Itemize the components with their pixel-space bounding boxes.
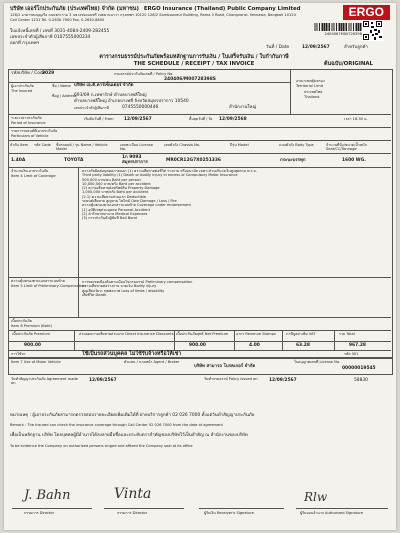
vehicle-header-seat: จำนวนที่นั่ง/ขนาด/น้ำหนัก Seat/CC/Tonnage	[326, 143, 367, 152]
coverage-label-th: จำนวนเงินเอาประกันภัย	[11, 169, 49, 173]
territory-label: อาณาเขตคุ้มครอง	[296, 79, 325, 83]
preliminary-line: เสียชีวิต Death	[82, 292, 107, 297]
code-label: รหัสบริษัท / Code	[11, 71, 46, 76]
barcode	[314, 23, 362, 31]
period-time: เวลา 16.30 น.	[344, 117, 368, 121]
note-1-th: หมายเหตุ : ผู้เอาประกันภัยสามารถตรวจสอบรายละเอียดเพิ่มเติมได้ที่ ฝ่ายบริการลูกค้า 02 026 7000 ตั้งแต่วันทำสัญญาประกันภัย	[10, 413, 255, 418]
territory-en: Territorial Limit	[296, 84, 324, 88]
name-label: ชื่อ / Name	[52, 84, 71, 88]
vehicle-header-body: แบบตัวถัง Body Type	[279, 143, 314, 147]
preliminary-line: การชดเชยเบื้องต้นตามเงื่อนไขกรมธรรม์ Preliminary compensation	[82, 280, 193, 284]
coverage-line: (3) การประกันตัวผู้ขับขี่ Bail Bond	[82, 216, 137, 221]
page-ref: 58830	[354, 378, 368, 383]
sig-label-director-1: กรรมการ Director	[24, 511, 55, 515]
coverage-line: (2) ความเสียหายต่อทรัพย์สิน Property Damage	[82, 186, 160, 191]
ergo-logo: ERGO	[343, 5, 390, 20]
director-1-signature: J. Bahn	[24, 488, 71, 503]
premium-header-premium: เบี้ยประกันภัย Premium	[12, 332, 50, 336]
policy-no: 240406/M00728398S	[164, 77, 216, 82]
preliminary-lines	[82, 280, 387, 297]
vehicle-weight: 1600 WG.	[342, 158, 366, 163]
company-address-en: 126/2 Sombooneur Building, Rama 3 Road, Chongnonsi, Yannawa, Bangkok 10120	[147, 13, 296, 17]
coverage-line: ความรับผิดต่อบุคคลภายนอก (1) ความเสียหายต่อชีวิต ร่างกาย หรืออนามัย เฉพาะส่วนเกินวงเงินสูงสุดตาม พ.ร.บ.	[82, 169, 258, 173]
period-label-th: ระยะเวลาประกันภัย	[11, 116, 42, 120]
doc-title-th: ตารางกรมธรรม์ประกันภัยพร้อมหลักฐานการรับเงิน / ใบเสร็จรับเงิน / ใบกำกับภาษี	[99, 54, 289, 60]
premium-header-total: รวม Total	[339, 332, 355, 336]
coverage-line: (2.1) ความเสียหายส่วนแรก Deductible	[82, 194, 147, 199]
coverage-lines	[82, 169, 387, 221]
agent-license: 00000019545	[342, 366, 376, 371]
preliminary-label-th: ความคุ้มครองตามเอกสารแนบท้าย	[11, 279, 65, 283]
vehicle-brand: TOYOTA	[64, 158, 84, 163]
territory-th: ประเทศไทย	[304, 90, 323, 94]
authorized-signature: Rlw	[304, 490, 328, 504]
premium-header-discount: ส่วนลดความเสียหายส่วนแรก Direct Insurance Discounts	[79, 332, 174, 336]
coverage-line: Third party liability (1) Death or bodily injury in excess of Compulsory Motor Insurance	[82, 173, 238, 178]
company-name-line	[10, 6, 310, 12]
insured-address-1: 693/69 ถ.เทพารักษ์ ตำบลบางพลีใหญ่	[74, 93, 147, 98]
premium-label-en: Item 6 Premium (Baht)	[11, 324, 53, 328]
invoice-ref: ใบแจ้งหนี้เลขที่ / เลขที่ 3031-4084-2409-282455	[10, 29, 110, 34]
note-2-th: เพื่อเป็นหลักฐาน บริษัท โดยบุคคลผู้มีอำนาจได้ลงลายมือชื่อและประทับตราสำคัญของบริษัทไว้เป็นสำคัญ ณ สำนักงานของบริษัท	[10, 433, 248, 438]
vehicle-header-chassis: เลขตัวถัง Chassis No.	[164, 143, 201, 147]
premium-stamp: 4.00	[249, 343, 260, 348]
use-code: รหัส 001	[344, 352, 359, 356]
address-label: ที่อยู่ / Address	[52, 94, 77, 98]
vehicle-body: กระบะบรรทุก	[280, 158, 306, 163]
vehicle-item: 1.40A	[11, 158, 26, 163]
issued-place: ออกที่ กรุงเทพฯ	[10, 41, 40, 46]
director-2-signature: Vinta	[114, 486, 152, 502]
copy-note: สำหรับลูกค้า	[344, 45, 368, 50]
header-date: 12/09/2567	[302, 45, 330, 50]
insured-label-th: ผู้เอาประกันภัย	[11, 84, 34, 88]
coverage-line: 500,000 บาท/คน Baht per person	[82, 177, 141, 182]
territory-en2: Thailand	[304, 95, 320, 99]
document-sheet	[4, 3, 396, 530]
note-2-en: To be evidence the Company on authorized persons singed and affixed the Company seal at its office	[10, 444, 193, 448]
vehicle-header-license: เลขทะเบียน License No.	[120, 143, 153, 152]
agent-name: บริษัท สามารถ โบรคเกอร์ จำกัด	[194, 364, 256, 369]
insured-address-2: ตำบลบางพลีใหญ่ อำเภอบางพลี จังหวัดสมุทรปราการ 10540	[74, 99, 189, 104]
original-label: ต้นฉบับ/ORIGINAL	[324, 61, 373, 67]
vehicle-header-year: ปีรุ่น Model	[230, 143, 249, 147]
coverage-line: 10,000,000 บาท/ครั้ง Baht per accident	[82, 181, 151, 186]
vehicle-license: 1ก 9093 สมุทรปราการ	[122, 155, 148, 166]
sig-label-receiver: ผู้รับเงิน Receiver's Signature	[204, 511, 254, 515]
premium-total: 967.28	[349, 343, 366, 348]
coverage-line: ความคุ้มครองตามเอกสารแนบท้าย Coverage under endorsement	[82, 203, 191, 208]
insured-taxid-label: เลขประจำตัวผู้เสียภาษี	[74, 106, 109, 110]
preliminary-line: ความเสียหายต่อร่างกาย บาดเจ็บ Bodily injury	[82, 284, 157, 289]
preliminary-label-en: Item 5 Limit of Preliminary Compensation	[11, 284, 86, 288]
vehicle-chassis: MR0CR12G7X0251336	[166, 158, 221, 163]
coverage-line: (2) ค่ารักษาพยาบาล Medical Expenses	[82, 211, 148, 216]
company-tel: Call Center 1231 Tel. 0-2630-7900 Fax. 0-2630-8800	[10, 18, 105, 22]
agent-license-label: ใบอนุญาตเลขที่ License No.	[294, 360, 341, 364]
use-label-th: การใช้รถ	[11, 352, 26, 356]
vehicle-section-th: รายการรถยนต์ที่เอาประกันภัย	[11, 129, 58, 133]
period-to-label: สิ้นสุดวันที่ / To	[189, 117, 213, 121]
issued-label: วันทำกรมธรรม์ Policy issued on	[204, 377, 258, 381]
vehicle-section-en: Particulars of Vehicle	[11, 134, 49, 138]
preliminary-line: สูญเสียอวัยวะ ทุพพลภาพ Loss of limbs / disability	[82, 288, 165, 293]
coverage-line: รถยนต์เสียหาย สูญหาย ไฟไหม้ Own Damage / Loss / Fire	[82, 199, 177, 204]
premium-net: 900.00	[189, 343, 206, 348]
company-address	[10, 13, 330, 17]
coverage-line: 1,000,000 บาท/ครั้ง Baht per accident	[82, 190, 149, 195]
vehicle-header-item: ลำดับ Item	[10, 143, 29, 147]
vehicle-header-model: ชื่อรถยนต์ / รุ่น Name / Vehicle Model	[56, 143, 108, 152]
premium-header-vat: ภาษีมูลค่าเพิ่ม VAT	[286, 332, 316, 336]
period-to: 12/09/2568	[219, 117, 247, 122]
premium-vat: 63.28	[296, 343, 310, 348]
insured-taxid: 0745550000446	[122, 105, 159, 110]
note-1-en: Remark : The Insured can check the insurance coverage through Call Center 02 026 7000 from the date of agreement	[10, 423, 223, 427]
premium-amount: 900.00	[24, 343, 41, 348]
company-address-th: 126/2 อาคารสมบุญเรือ ถนนพระราม 3 แขวงช่องนนทรี เขตยานนาวา กรุงเทพฯ 10120	[10, 13, 147, 17]
premium-label-th: เบี้ยประกันภัย	[11, 319, 32, 323]
period-from-label: เริ่มต้นวันที่ / From	[84, 117, 114, 121]
company-name-th: บริษัท เออร์โกประกันภัย (ประเทศไทย) จำกัด (มหาชน)	[10, 6, 139, 12]
policy-no-label: กรมธรรม์ประกันภัยเลขที่ / Policy No.	[114, 72, 174, 76]
doc-title-en: THE SCHEDULE / RECEIPT / TAX INVOICE	[133, 61, 255, 67]
sig-label-director-2: กรรมการ Director	[117, 511, 148, 515]
date-label: วันที่ / Date	[266, 45, 290, 50]
coverage-line: (1) อุบัติเหตุส่วนบุคคล Personal Accident	[82, 207, 150, 212]
premium-header-stamp: อากร Revenue Stamps	[236, 332, 276, 336]
coverage-label-en: Item 4 Limit of Coverage	[11, 174, 56, 178]
company-name-en: ERGO Insurance (Thailand) Public Company Limited	[143, 6, 301, 12]
code-value: 2029	[42, 71, 55, 76]
sig-label-authorized: ผู้รับมอบอำนาจ Authorized Signature	[300, 511, 363, 515]
issued-date: 12/09/2567	[269, 378, 297, 383]
use-label-en: Item 7 Use of Motor Vehicle	[11, 360, 61, 364]
insured-branch: สำนักงานใหญ่	[229, 105, 257, 110]
insured-name: บริษัท เอ.ดี.คาร์เซ็นเตอร์ จำกัด	[74, 83, 134, 88]
qr-code	[362, 20, 383, 41]
period-from: 12/09/2567	[124, 117, 152, 122]
use-value: ใช้เป็นรถส่วนบุคคล ไม่ใช้รับจ้างหรือให้เช่า	[82, 351, 182, 357]
period-label-en: Period of Insurance	[11, 121, 46, 125]
agreement-label: วันทำสัญญาประกันภัย Agreement made on	[11, 377, 78, 386]
premium-header-net: เบี้ยประกันภัยสุทธิ Net Premium	[176, 332, 229, 336]
agent-label: ตัวแทน / นายหน้า Agent / Broker	[124, 360, 180, 364]
insured-label-en: The Insured	[11, 89, 33, 93]
vehicle-header-code: รหัส Code	[34, 143, 51, 147]
barcode-number: 2404067M00728398	[324, 32, 362, 36]
agreement-date: 12/09/2567	[89, 378, 117, 383]
tax-id: เลขประจำตัวผู้เสียภาษี 0107555000234	[10, 35, 91, 40]
